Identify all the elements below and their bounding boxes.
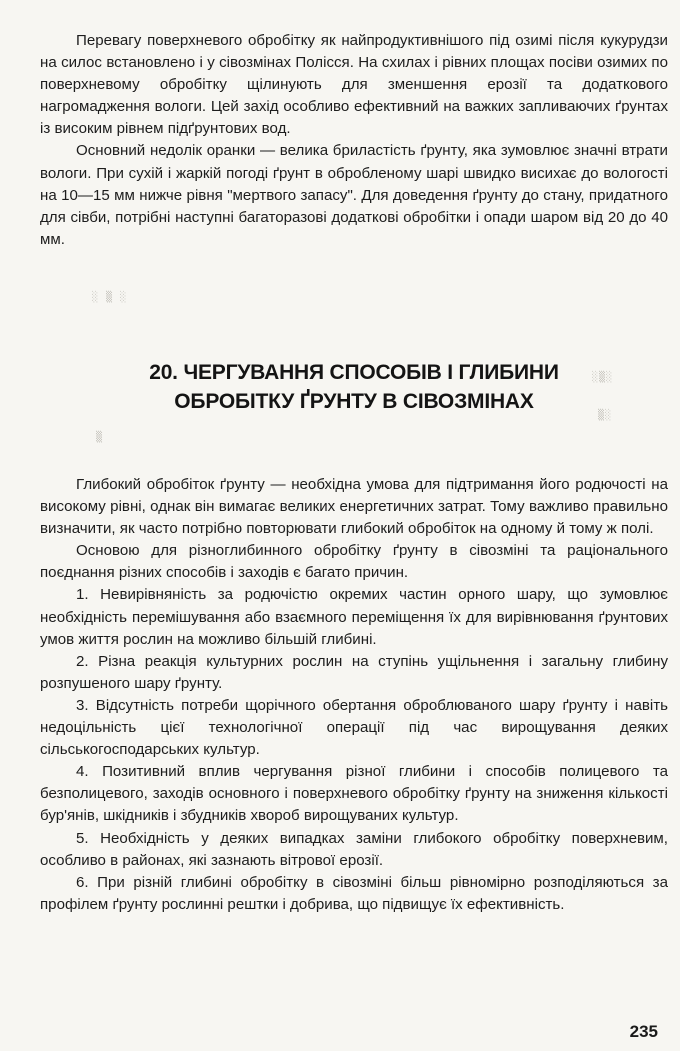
paragraph: Основою для різноглибинного обробітку ґрунту в сівозміні та раціонального поєднання різних способів і заходів є багато причин. — [40, 542, 668, 582]
section-heading — [40, 358, 668, 416]
list-item: 1. Невирівняність за родючістю окремих частин орного шару, що зумовлює необхідність перемішування або взаємного переміщення їх для вирівнювання ґрунтових умов життя рослин на можливо більшій глибині. — [40, 586, 668, 648]
text-section-top — [40, 30, 668, 251]
text-section-bottom — [40, 474, 668, 916]
list-item: 6. При різній глибині обробітку в сівозміні більш рівномірно розподіляються за профілем ґрунту рослинні рештки і добрива, що підвищує їх ефективність. — [40, 873, 668, 913]
page-number: 235 — [629, 1022, 658, 1041]
list-item: 3. Відсутність потреби щорічного обертання оброблюваного шару ґрунту і навіть недоцільність цієї технологічної операції під час вирощування деяких сільськогосподарських культур. — [40, 696, 668, 759]
heading-line-1: 20. ЧЕРГУВАННЯ СПОСОБІВ І ГЛИБИНИ — [149, 361, 559, 384]
list-item: 5. Необхідність у деяких випадках заміни глибокого обробітку поверхневим, особливо в районах, які зазнають вітрової ерозії. — [40, 829, 668, 869]
paragraph: Глибокий обробіток ґрунту — необхідна умова для підтримання його родючості на високому рівні, однак він вимагає великих енергетичних затрат. Тому важливо правильно визначити, як часто потрібно повторювати глибокий обробіток на одному й тому ж полі. — [40, 476, 668, 538]
scan-smudge: ▒░ — [598, 410, 613, 421]
list-item: 2. Різна реакція культурних рослин на ступінь ущільнення і загальну глибину розпушеного шару ґрунту. — [40, 652, 668, 692]
scan-smudge: ░▒░ — [592, 372, 614, 383]
paragraph: Перевагу поверхневого обробітку як найпродуктивнішого під озимі після кукурудзи на силос встановлено і у сівозмінах Полісся. На схилах і рівних площах посіви озимих по поверхневому обробітку щілинують для зменшення ерозії та додаткового нагромадження вологи. Цей захід особливо ефективний на важких запливаючих ґрунтах із високим рівнем підґрунтових вод. — [40, 32, 668, 138]
scan-smudge: ░ ▒ ░ — [92, 292, 128, 303]
heading-line-2: ОБРОБІТКУ ҐРУНТУ В СІВОЗМІНАХ — [174, 390, 534, 413]
list-item: 4. Позитивний вплив чергування різної глибини і способів полицевого та безполицевого, заходів основного і поверхневого обробітку ґрунту на зниження кількості бур'янів, шкідників і збудників хвороб вирощуваних культур. — [40, 763, 668, 825]
paragraph: Основний недолік оранки — велика бриластість ґрунту, яка зумовлює значні втрати вологи. При сухій і жаркій погоді ґрунт в обробленому шарі швидко висихає до вологості на 10—15 мм нижче рівня "мертвого запасу". Для доведення ґрунту до стану, придатного для сівби, потрібні наступні багаторазові додаткові обробітки і опади шаром від 20 до 40 мм. — [40, 142, 668, 248]
scan-smudge: ▒ — [96, 432, 104, 443]
